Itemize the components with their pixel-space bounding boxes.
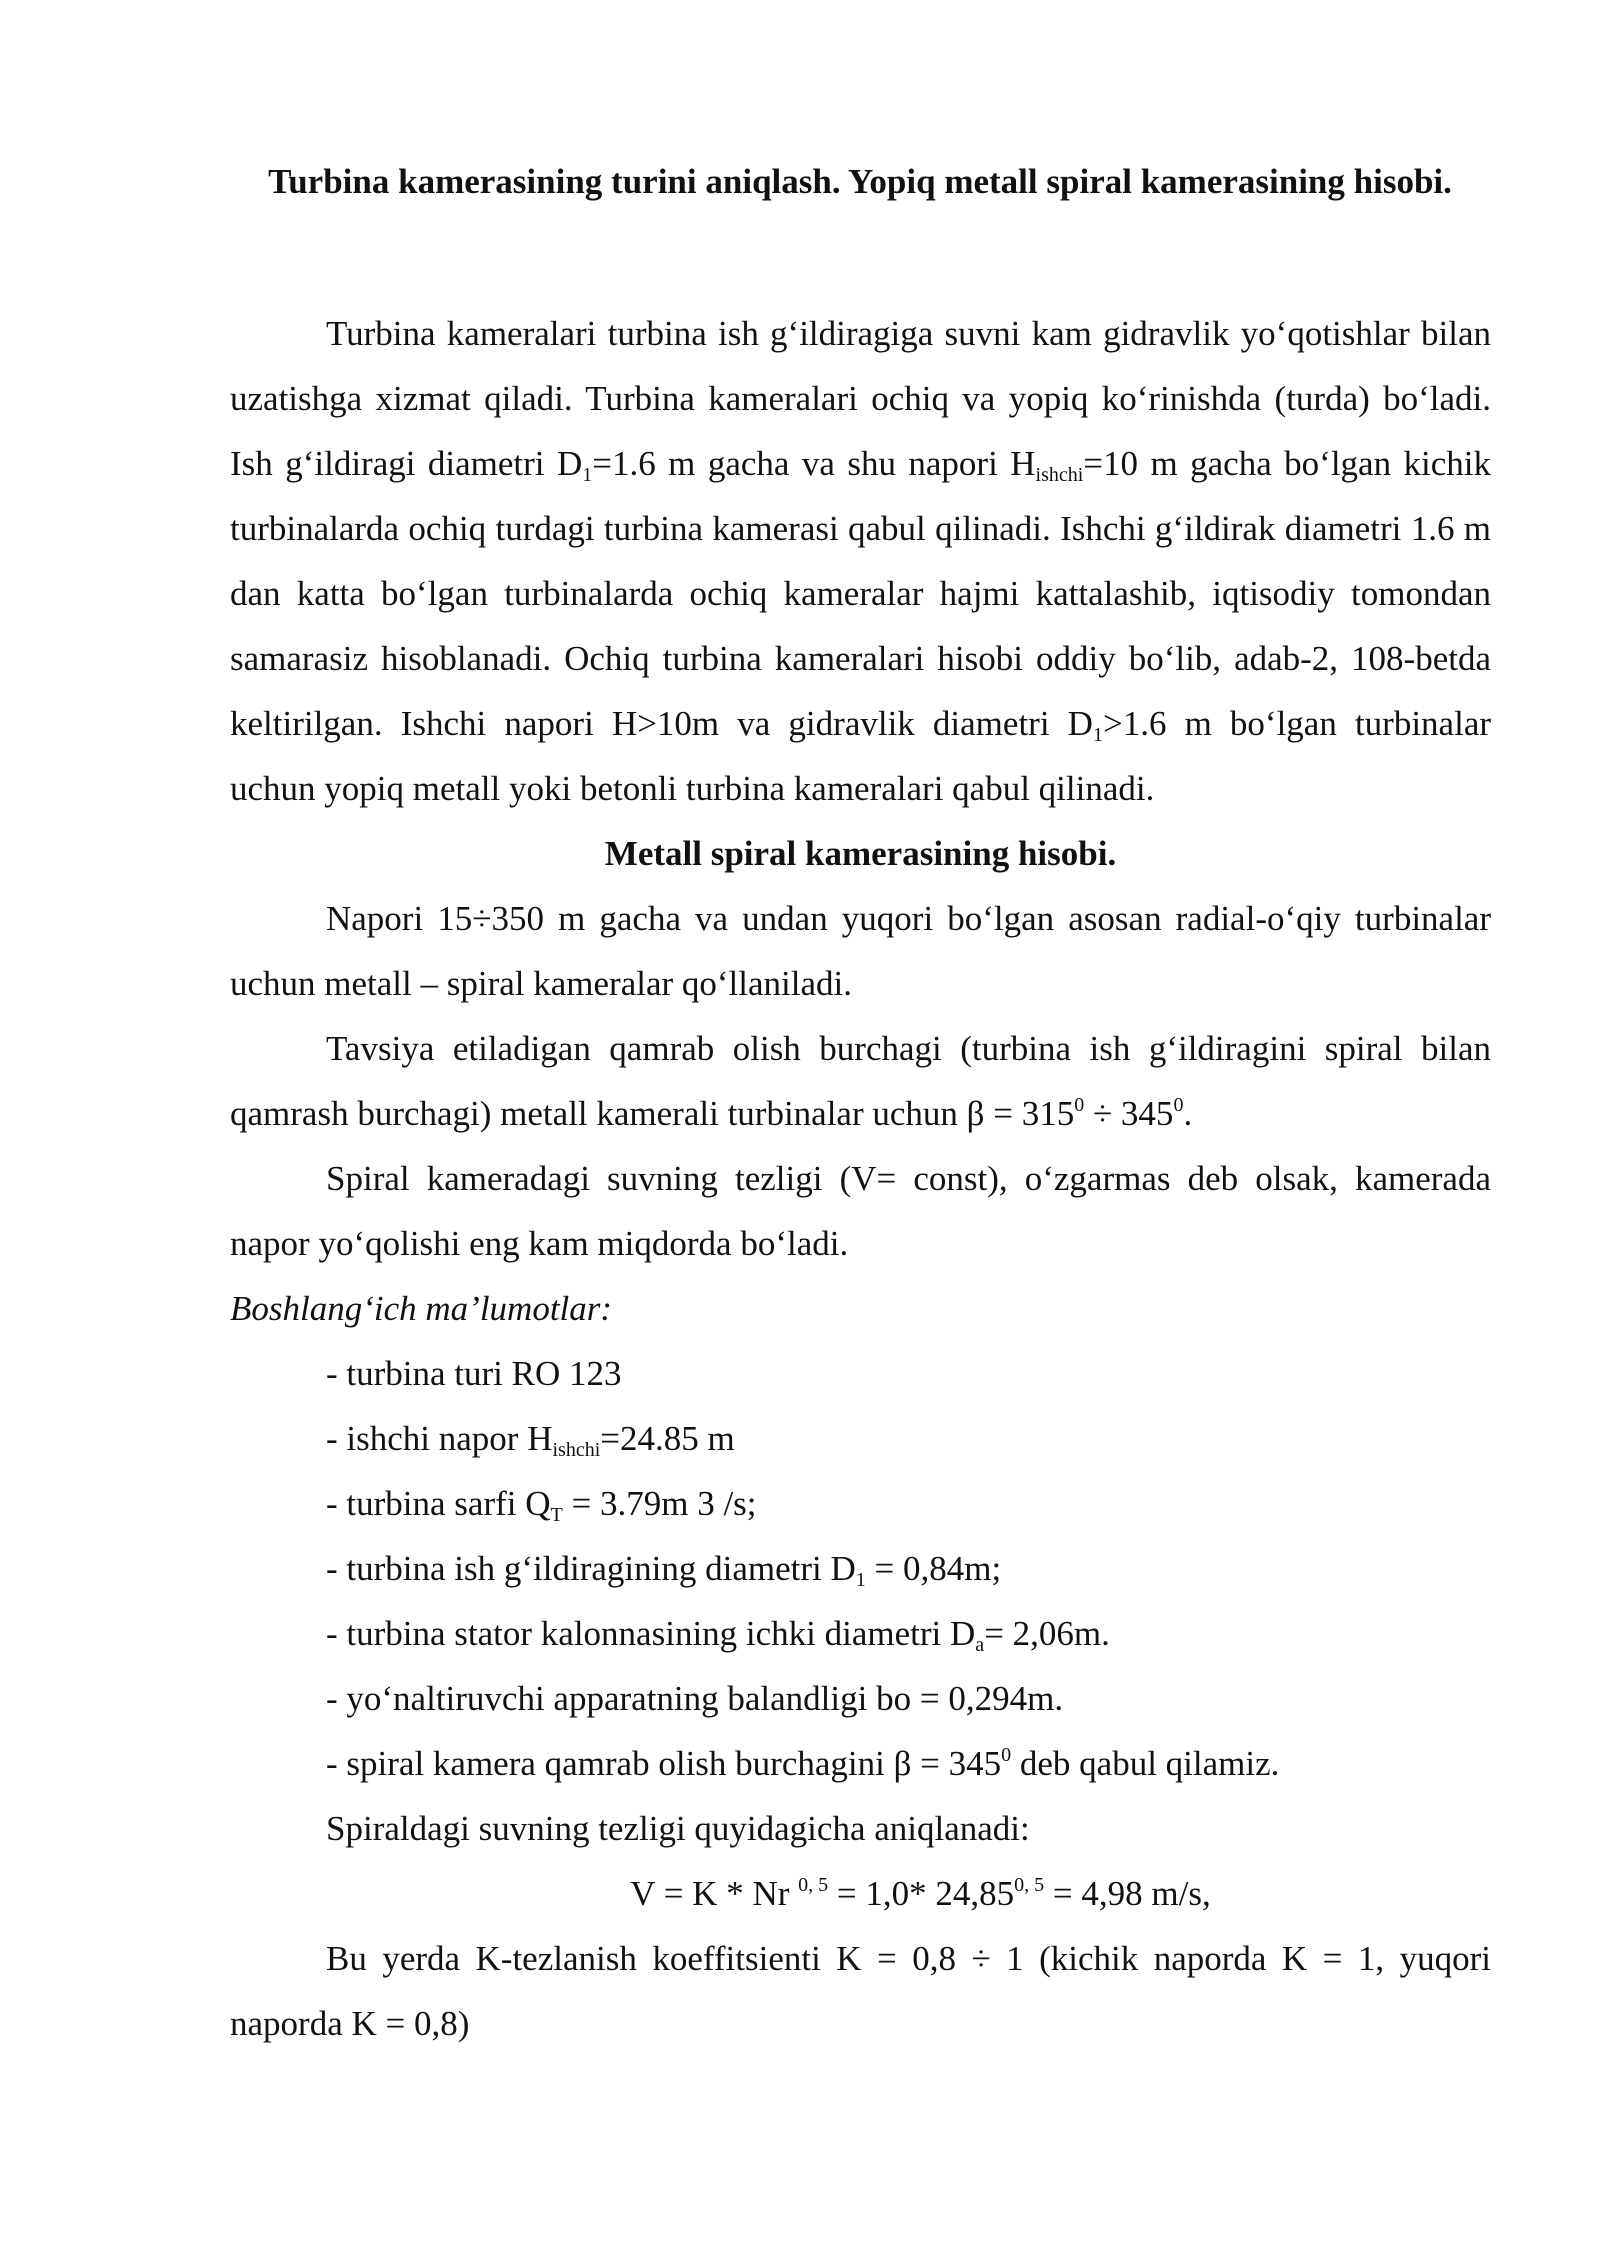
formula-part-c: = 4,98 m/s, bbox=[1044, 1874, 1211, 1913]
subscript-d1: 1 bbox=[582, 464, 593, 486]
intro-text-c: =10 m gacha bo‘lgan kichik turbinalarda ochiq turdagi turbina kamerasi qabul qilinadi. Ishchi g‘ildirak diametri 1.6 m dan katta bo‘lgan turbinalarda ochiq kameralar hajmi kattalashib, iqtisodiy tomondan samarasiz hisoblanadi. Ochiq turbina kameralari hisobi oddiy bo‘lib, adab-2, 108-betda keltirilgan. Ishchi napori H>10m va gidravlik diametri D bbox=[230, 444, 1492, 743]
paragraph-napor: Napori 15÷350 m gacha va undan yuqori bo‘lgan asosan radial-o‘qiy turbinalar uchun metall – spiral kameralar qo‘llaniladi. bbox=[230, 899, 1491, 1003]
paragraph-velocity: Spiral kameradagi suvning tezligi (V= const), o‘zgarmas deb olsak, kamerada napor yo‘qolishi eng kam miqdorda bo‘ladi. bbox=[230, 1159, 1491, 1263]
section-heading: Metall spiral kamerasining hisobi. bbox=[604, 834, 1117, 873]
initial-data-label: Boshlang‘ich ma’lumotlar: bbox=[230, 1289, 613, 1328]
item-text: - turbina stator kalonnasining ichki diametri D bbox=[326, 1614, 976, 1653]
list-item-flow bbox=[230, 1471, 1491, 1536]
document-title: Turbina kamerasining turini aniqlash. Yopiq metall spiral kamerasining hisobi. bbox=[268, 162, 1452, 201]
list-item-head bbox=[230, 1406, 1491, 1471]
degree-sup: 0 bbox=[1001, 1744, 1012, 1766]
list-item-runner-diameter bbox=[230, 1536, 1491, 1601]
formula-part-a: V = K * Nr bbox=[630, 1874, 799, 1913]
subscript-a: a bbox=[975, 1634, 985, 1656]
subscript-t: T bbox=[550, 1504, 563, 1526]
subscript-1: 1 bbox=[855, 1569, 866, 1591]
paragraph-angle bbox=[230, 1016, 1491, 1146]
list-item-stator-diameter bbox=[230, 1601, 1491, 1666]
intro-text-b: =1.6 m gacha va shu napori H bbox=[592, 444, 1036, 483]
paragraph-speed-intro: Spiraldagi suvning tezligi quyidagicha aniqlanadi: bbox=[326, 1809, 1030, 1848]
paragraph-coefficient: Bu yerda K-tezlanish koeffitsienti K = 0,8 ÷ 1 (kichik naporda K = 1, yuqori naporda K = 0,8) bbox=[230, 1939, 1491, 2043]
angle-text-c: . bbox=[1183, 1094, 1193, 1133]
document-body bbox=[230, 301, 1491, 2056]
degree-sup: 0 bbox=[1173, 1094, 1184, 1116]
item-value: = 2,06m. bbox=[984, 1614, 1110, 1653]
subscript-d1: 1 bbox=[1092, 724, 1103, 746]
list-item-turbine-type: - turbina turi RO 123 bbox=[326, 1354, 622, 1393]
exponent: 0, 5 bbox=[1014, 1874, 1045, 1896]
item-value: deb qabul qilamiz. bbox=[1011, 1744, 1280, 1783]
subscript-ishchi: ishchi bbox=[1035, 464, 1084, 486]
subscript-ishchi: ishchi bbox=[552, 1439, 601, 1461]
item-text: - spiral kamera qamrab olish burchagini β = 345 bbox=[326, 1744, 1002, 1783]
formula-part-b: = 1,0* 24,85 bbox=[828, 1874, 1015, 1913]
degree-sup: 0 bbox=[1074, 1094, 1085, 1116]
list-item-wrap-angle bbox=[230, 1731, 1491, 1796]
angle-text-b: ÷ 345 bbox=[1084, 1094, 1174, 1133]
exponent: 0, 5 bbox=[798, 1874, 829, 1896]
item-value: =24.85 m bbox=[600, 1419, 735, 1458]
item-value: = 0,84m; bbox=[865, 1549, 1002, 1588]
paragraph-intro bbox=[230, 301, 1491, 821]
item-text: - turbina ish g‘ildiragining diametri D bbox=[326, 1549, 856, 1588]
item-text: - ishchi napor H bbox=[326, 1419, 553, 1458]
velocity-formula bbox=[230, 1861, 1491, 1926]
item-value: = 3.79m 3 /s; bbox=[562, 1484, 757, 1523]
item-text: - turbina sarfi Q bbox=[326, 1484, 551, 1523]
list-item-guide-height: - yo‘naltiruvchi apparatning balandligi bo = 0,294m. bbox=[326, 1679, 1064, 1718]
angle-text-a: Tavsiya etiladigan qamrab olish burchagi (turbina ish g‘ildiragini spiral bilan qamrash burchagi) metall kamerali turbinalar uchun β = 315 bbox=[230, 1029, 1491, 1133]
intro-text-a: Turbina kameralari turbina ish g‘ildiragiga suvni kam gidravlik yo‘qotishlar bilan uzatishga xizmat qiladi. Turbina kameralari ochiq va yopiq ko‘rinishda (turda) bo‘ladi. Ish g‘ildiragi diametri D bbox=[230, 314, 1491, 483]
intro-text-d: >1.6 m bo‘lgan turbinalar uchun yopiq metall yoki betonli turbina kameralari qabul qilinadi. bbox=[230, 704, 1492, 808]
